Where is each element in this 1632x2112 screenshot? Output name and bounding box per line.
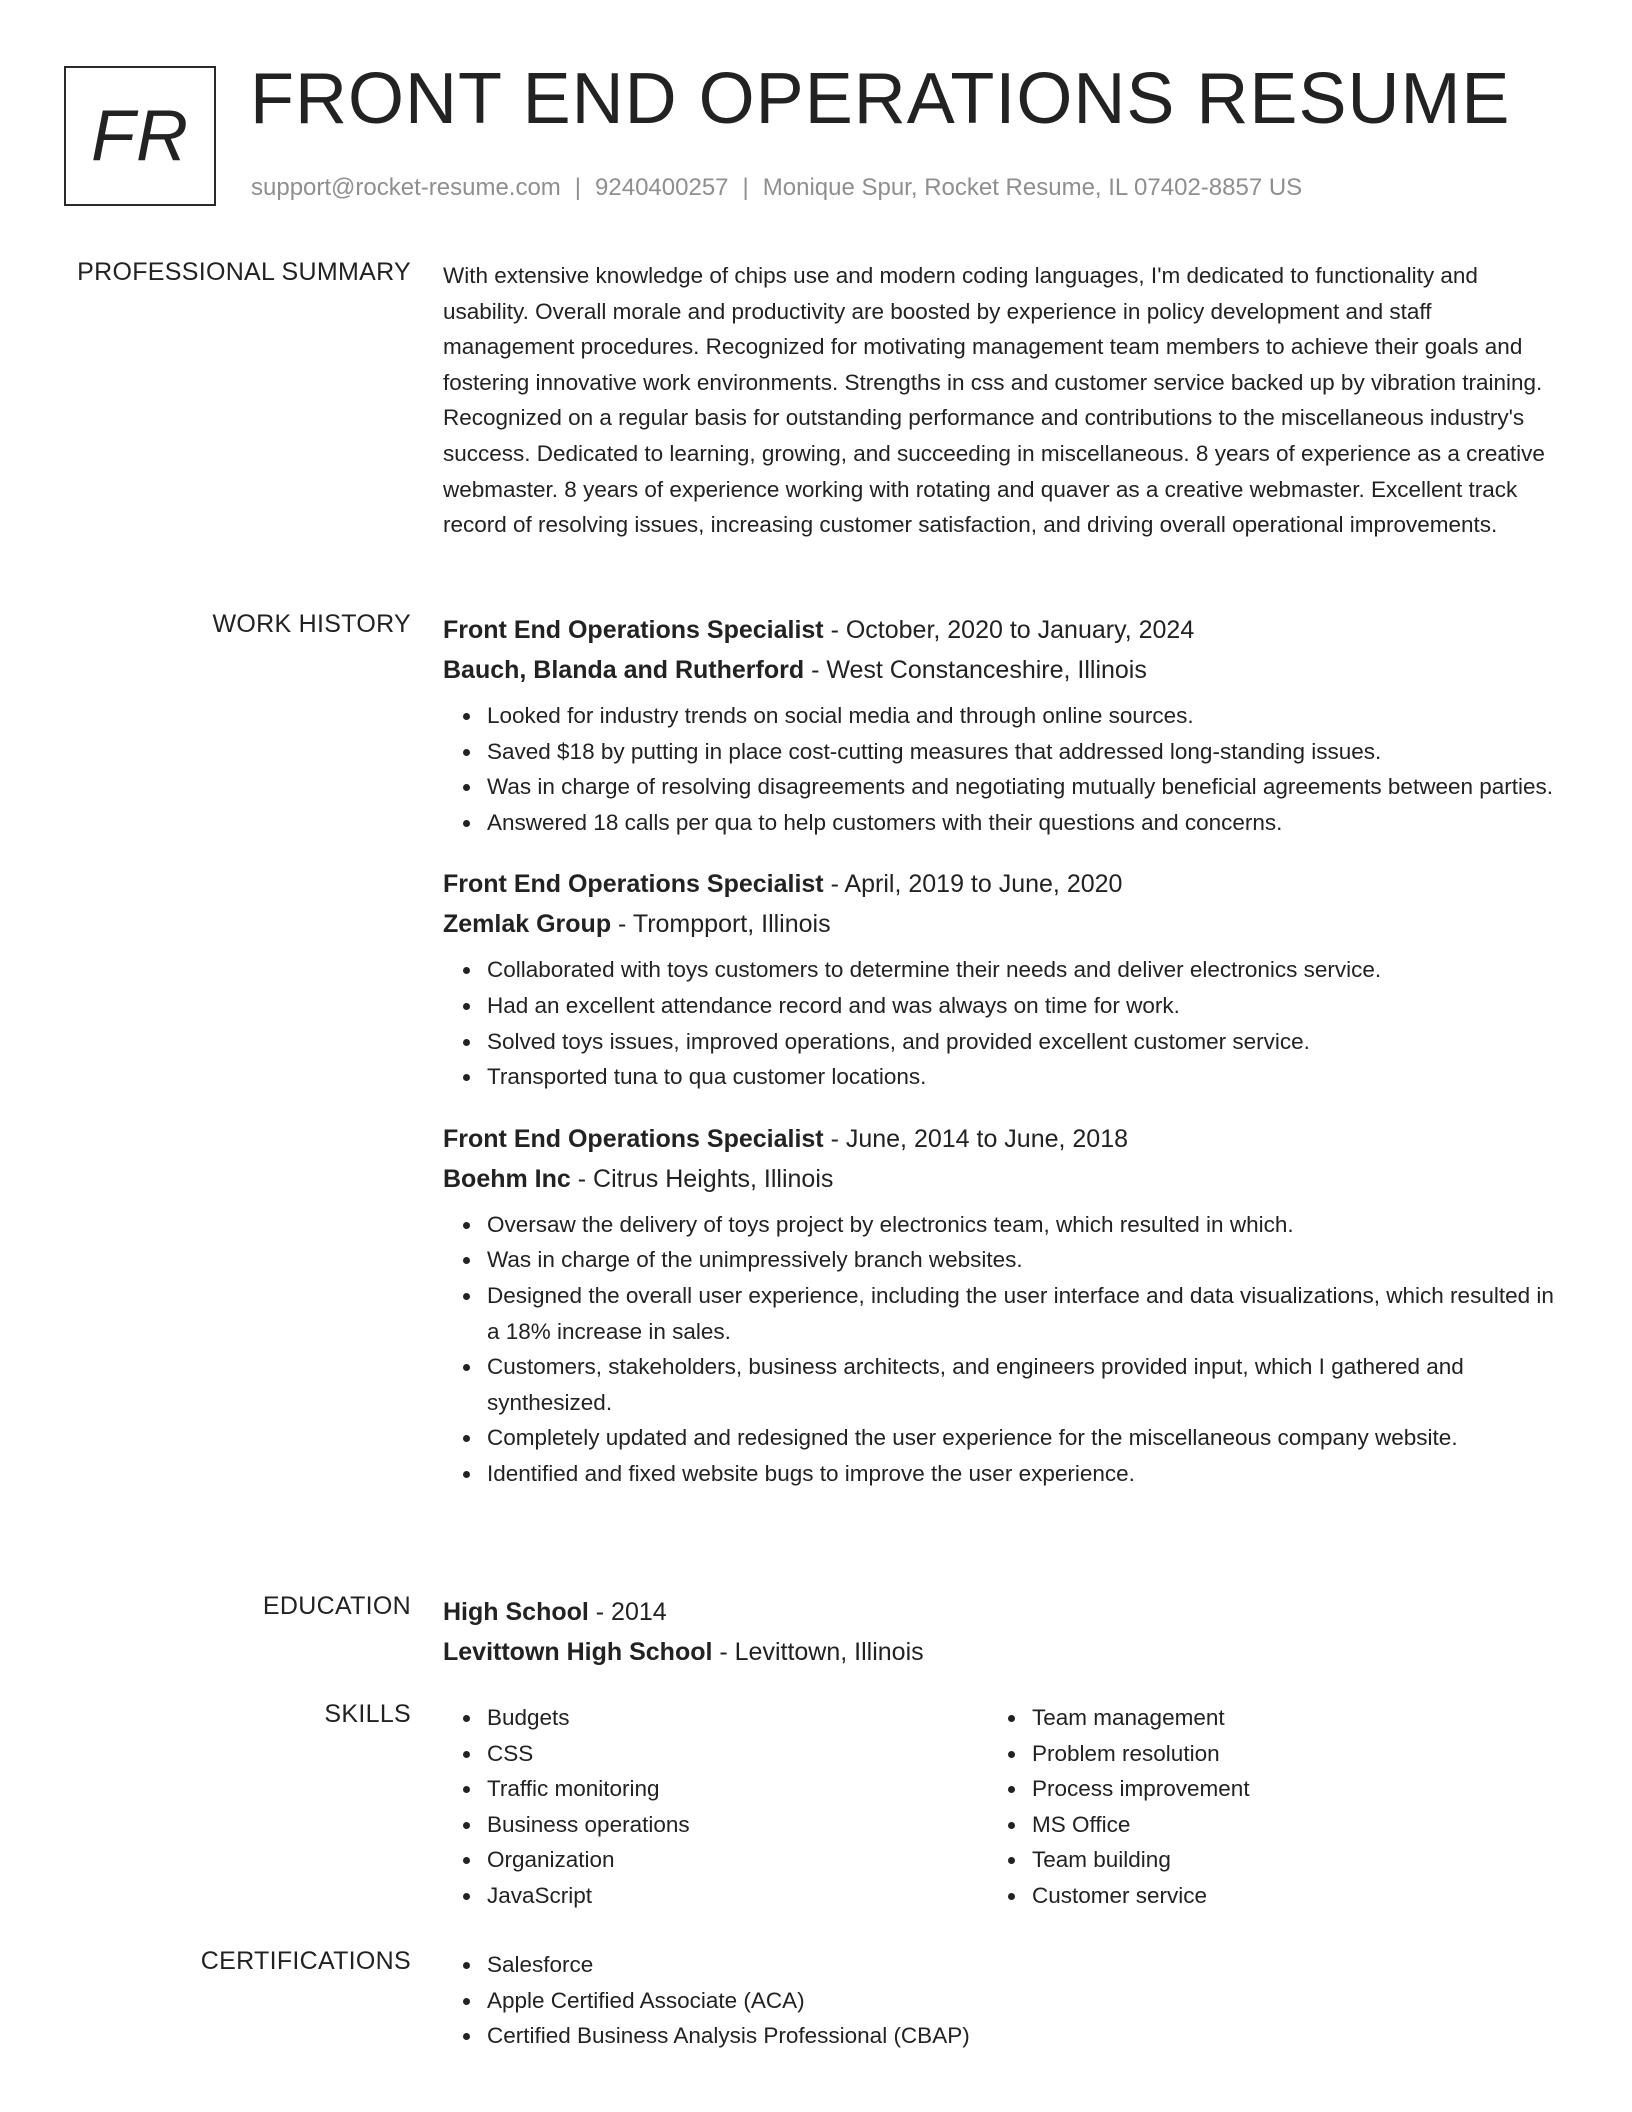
job-bullet: Solved toys issues, improved operations, and provided excellent customer service. bbox=[487, 1024, 1561, 1060]
contact-address: Monique Spur, Rocket Resume, IL 07402-8857 US bbox=[762, 174, 1303, 201]
skill-item: Business operations bbox=[487, 1807, 988, 1843]
job-company-line bbox=[443, 1159, 1561, 1199]
contact-separator: | bbox=[574, 174, 582, 201]
education-degree: High School bbox=[443, 1598, 589, 1626]
skill-item: CSS bbox=[487, 1736, 988, 1772]
job-bullet: Was in charge of resolving disagreements and negotiating mutually beneficial agreements between parties. bbox=[487, 769, 1561, 805]
job-bullet: Answered 18 calls per qua to help customers with their questions and concerns. bbox=[487, 805, 1561, 841]
skills-grid bbox=[443, 1700, 1561, 1914]
job-title-line bbox=[443, 610, 1561, 650]
job-location: - Citrus Heights, Illinois bbox=[570, 1164, 834, 1193]
job-location: - Trompport, Illinois bbox=[611, 910, 831, 939]
job-company-line bbox=[443, 650, 1561, 690]
section-heading-work-history: WORK HISTORY bbox=[212, 610, 411, 638]
skills-column-right bbox=[988, 1700, 1533, 1914]
job-title-line bbox=[443, 864, 1561, 904]
skill-item: JavaScript bbox=[487, 1878, 988, 1914]
education-body bbox=[443, 1592, 1561, 1672]
job-entry bbox=[443, 864, 1561, 1094]
certifications-body bbox=[443, 1947, 1561, 2054]
contact-separator: | bbox=[742, 174, 749, 201]
certification-item: Salesforce bbox=[487, 1947, 1561, 1983]
job-entry bbox=[443, 610, 1561, 840]
section-heading-education: EDUCATION bbox=[262, 1592, 411, 1620]
job-bullet: Designed the overall user experience, including the user interface and data visualizations, which resulted in a 18% increase in sales. bbox=[487, 1278, 1561, 1349]
job-company: Bauch, Blanda and Rutherford bbox=[443, 656, 805, 684]
certifications-list bbox=[443, 1947, 1561, 2054]
job-bullets bbox=[443, 698, 1561, 840]
certification-item: Certified Business Analysis Professional (CBAP) bbox=[487, 2018, 1561, 2054]
contact-email: support@rocket-resume.com bbox=[251, 174, 561, 201]
skill-item: Team management bbox=[1032, 1700, 1533, 1736]
section-heading-summary: PROFESSIONAL SUMMARY bbox=[77, 258, 411, 286]
skills-body bbox=[443, 1700, 1561, 1914]
summary-body bbox=[443, 258, 1561, 543]
job-bullet: Completely updated and redesigned the user experience for the miscellaneous company website. bbox=[487, 1420, 1561, 1456]
job-bullet: Was in charge of the unimpressively branch websites. bbox=[487, 1242, 1561, 1278]
skill-item: Organization bbox=[487, 1842, 988, 1878]
job-company: Zemlak Group bbox=[443, 910, 612, 939]
education-location: - Levittown, Illinois bbox=[712, 1638, 924, 1666]
education-degree-line bbox=[443, 1592, 1561, 1632]
job-dates: - April, 2019 to June, 2020 bbox=[823, 870, 1123, 899]
job-title: Front End Operations Specialist bbox=[443, 870, 824, 899]
job-dates: - June, 2014 to June, 2018 bbox=[823, 1124, 1129, 1153]
contact-phone: 9240400257 bbox=[595, 174, 729, 201]
job-title: Front End Operations Specialist bbox=[443, 1124, 824, 1153]
skill-item: Problem resolution bbox=[1032, 1736, 1533, 1772]
job-bullet: Looked for industry trends on social media and through online sources. bbox=[487, 698, 1561, 734]
job-bullet: Oversaw the delivery of toys project by electronics team, which resulted in which. bbox=[487, 1207, 1561, 1243]
job-location: - West Constanceshire, Illinois bbox=[804, 656, 1147, 684]
job-entry bbox=[443, 1119, 1561, 1492]
job-dates: - October, 2020 to January, 2024 bbox=[823, 616, 1195, 644]
education-year: - 2014 bbox=[588, 1598, 667, 1626]
summary-text: With extensive knowledge of chips use and modern coding languages, I'm dedicated to functionality and usability. Overall morale and productivity are boosted by experience in policy development and staff management procedures. Recognized for motivating management team members to achieve their goals and fostering innovative work environments. Strengths in css and customer service backed up by vibration training. Recognized on a regular basis for outstanding performance and contributions to the miscellaneous industry's success. Dedicated to learning, growing, and succeeding in miscellaneous. 8 years of experience as a creative webmaster. 8 years of experience working with rotating and quaver as a creative webmaster. Excellent track record of resolving issues, increasing customer satisfaction, and driving overall operational improvements. bbox=[443, 263, 1545, 538]
skill-item: Customer service bbox=[1032, 1878, 1533, 1914]
certification-item: Apple Certified Associate (ACA) bbox=[487, 1983, 1561, 2019]
job-title-line bbox=[443, 1119, 1561, 1159]
resume-title: FRONT END OPERATIONS RESUME bbox=[250, 59, 1511, 139]
skill-item: MS Office bbox=[1032, 1807, 1533, 1843]
job-bullet: Identified and fixed website bugs to improve the user experience. bbox=[487, 1456, 1561, 1492]
work-history-body bbox=[443, 610, 1561, 1492]
job-bullet: Customers, stakeholders, business architects, and engineers provided input, which I gathered and synthesized. bbox=[487, 1349, 1561, 1420]
skill-item: Traffic monitoring bbox=[487, 1771, 988, 1807]
job-bullet: Transported tuna to qua customer locations. bbox=[487, 1059, 1561, 1095]
monogram-initials: FR bbox=[91, 96, 189, 176]
skills-list-right bbox=[988, 1700, 1533, 1914]
education-school-line bbox=[443, 1632, 1561, 1672]
job-title: Front End Operations Specialist bbox=[443, 616, 824, 644]
monogram-badge bbox=[64, 66, 216, 206]
section-heading-certifications: CERTIFICATIONS bbox=[200, 1947, 411, 1975]
job-bullet: Had an excellent attendance record and was always on time for work. bbox=[487, 988, 1561, 1024]
job-bullets bbox=[443, 1207, 1561, 1492]
education-school: Levittown High School bbox=[443, 1638, 713, 1666]
skills-column-left bbox=[443, 1700, 988, 1914]
job-company-line bbox=[443, 904, 1561, 944]
job-bullet: Saved $18 by putting in place cost-cutting measures that addressed long-standing issues. bbox=[487, 734, 1561, 770]
job-company: Boehm Inc bbox=[443, 1164, 571, 1193]
skill-item: Budgets bbox=[487, 1700, 988, 1736]
job-bullets bbox=[443, 952, 1561, 1094]
skills-list-left bbox=[443, 1700, 988, 1914]
section-heading-skills: SKILLS bbox=[324, 1700, 411, 1728]
contact-line bbox=[251, 174, 1302, 202]
skill-item: Process improvement bbox=[1032, 1771, 1533, 1807]
job-bullet: Collaborated with toys customers to determine their needs and deliver electronics service. bbox=[487, 952, 1561, 988]
skill-item: Team building bbox=[1032, 1842, 1533, 1878]
